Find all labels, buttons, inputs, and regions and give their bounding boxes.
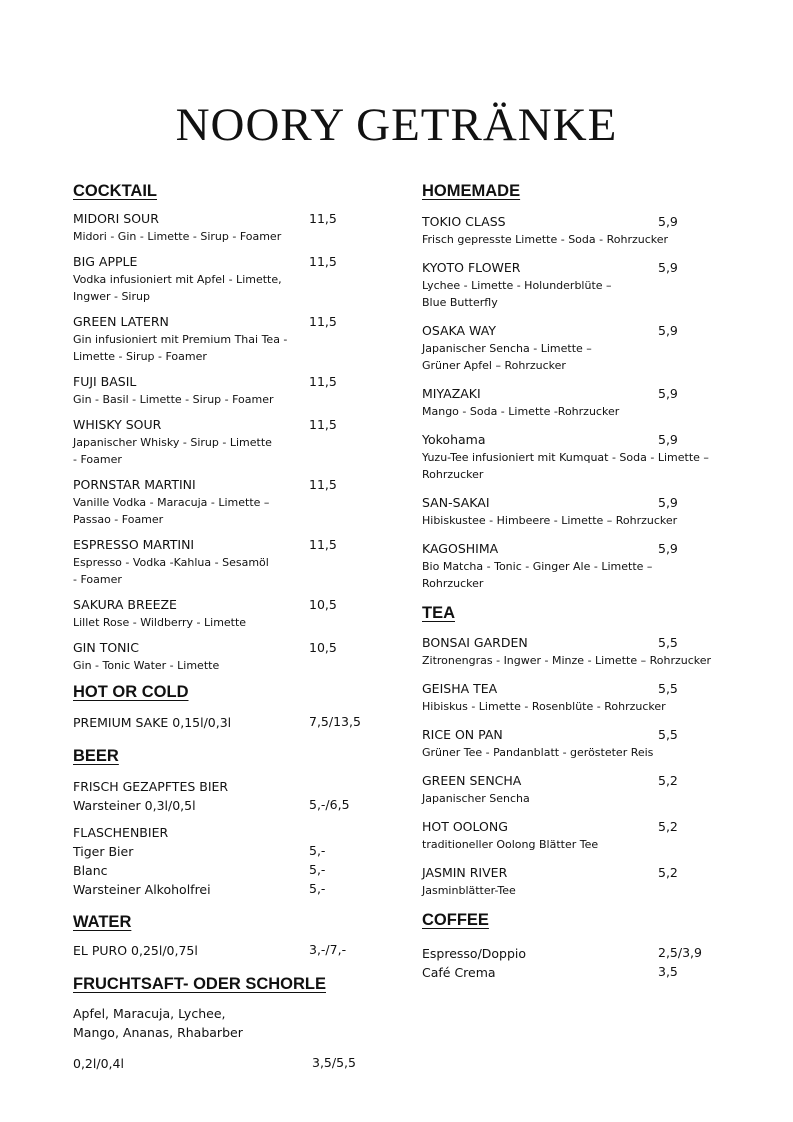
menu-item bbox=[422, 818, 732, 853]
cocktail-list bbox=[73, 210, 373, 674]
item-price: 5,5 bbox=[658, 635, 678, 650]
item-description: Rohrzucker bbox=[422, 577, 484, 590]
item-price: 5,9 bbox=[658, 214, 678, 229]
item-name: Blanc bbox=[73, 863, 108, 878]
item-description: - Foamer bbox=[73, 453, 122, 466]
menu-item bbox=[422, 634, 732, 669]
item-price: 5,2 bbox=[658, 773, 678, 788]
section-heading-homemade: HOMEMADE bbox=[422, 182, 521, 200]
item-price: 5,9 bbox=[658, 386, 678, 401]
price-row bbox=[422, 944, 732, 963]
item-description: Grüner Apfel – Rohrzucker bbox=[422, 359, 566, 372]
item-description: Hibiskus - Limette - Rosenblüte - Rohrzucker bbox=[422, 700, 666, 713]
section-heading-tea: TEA bbox=[422, 604, 455, 622]
item-description: Hibiskustee - Himbeere - Limette – Rohrzucker bbox=[422, 514, 678, 527]
section-heading-water: WATER bbox=[73, 913, 132, 931]
item-name: GEISHA TEA bbox=[422, 681, 498, 696]
menu-item bbox=[73, 253, 373, 305]
menu-item bbox=[422, 540, 732, 592]
item-name: GREEN SENCHA bbox=[422, 773, 522, 788]
item-description: Passao - Foamer bbox=[73, 513, 164, 526]
beer-group-bottle-title: FLASCHENBIER bbox=[73, 825, 169, 840]
juice-price: 3,5/5,5 bbox=[312, 1055, 356, 1070]
item-name: Café Crema bbox=[422, 965, 496, 980]
menu-item bbox=[422, 726, 732, 761]
menu-item bbox=[73, 210, 373, 245]
item-name: Tiger Bier bbox=[73, 844, 134, 859]
item-price: 7,5/13,5 bbox=[309, 714, 361, 729]
item-price: 5,- bbox=[309, 862, 326, 877]
item-name: BONSAI GARDEN bbox=[422, 635, 528, 650]
water-list bbox=[73, 941, 373, 960]
item-price: 11,5 bbox=[309, 477, 337, 492]
item-name: JASMIN RIVER bbox=[422, 865, 508, 880]
item-name: Warsteiner 0,3l/0,5l bbox=[73, 798, 196, 813]
menu-item bbox=[73, 476, 373, 528]
section-heading-coffee: COFFEE bbox=[422, 911, 489, 929]
tea-list bbox=[422, 634, 732, 899]
item-description: Vodka infusioniert mit Apfel - Limette, bbox=[73, 273, 282, 286]
coffee-list bbox=[422, 944, 732, 982]
item-description: Yuzu-Tee infusioniert mit Kumquat - Soda - Limette – bbox=[422, 451, 709, 464]
item-description: Lillet Rose - Wildberry - Limette bbox=[73, 616, 247, 629]
item-description: Japanischer Whisky - Sirup - Limette bbox=[73, 436, 272, 449]
item-description: Zitronengras - Ingwer - Minze - Limette – Rohrzucker bbox=[422, 654, 712, 667]
price-row bbox=[73, 861, 373, 880]
item-description: Grüner Tee - Pandanblatt - gerösteter Reis bbox=[422, 746, 654, 759]
juice-size: 0,2l/0,4l bbox=[73, 1056, 124, 1071]
item-name: SAKURA BREEZE bbox=[73, 597, 177, 612]
homemade-list bbox=[422, 213, 732, 592]
item-name: MIYAZAKI bbox=[422, 386, 481, 401]
item-description: Espresso - Vodka -Kahlua - Sesamöl bbox=[73, 556, 269, 569]
juice-line: Apfel, Maracuja, Lychee, bbox=[73, 1006, 226, 1021]
item-price: 11,5 bbox=[309, 254, 337, 269]
menu-item bbox=[422, 385, 732, 420]
item-name: GREEN LATERN bbox=[73, 314, 169, 329]
price-row bbox=[73, 842, 373, 861]
menu-item bbox=[73, 596, 373, 631]
item-name: FUJI BASIL bbox=[73, 374, 137, 389]
item-price: 11,5 bbox=[309, 211, 337, 226]
item-description: Frisch gepresste Limette - Soda - Rohrzucker bbox=[422, 233, 669, 246]
section-heading-cocktail: COCKTAIL bbox=[73, 182, 158, 200]
item-price: 3,-/7,- bbox=[309, 942, 347, 957]
menu-item bbox=[73, 536, 373, 588]
item-price: 11,5 bbox=[309, 417, 337, 432]
menu-item bbox=[73, 416, 373, 468]
menu-item bbox=[422, 431, 732, 483]
item-description: - Foamer bbox=[73, 573, 122, 586]
item-description: Jasminblätter-Tee bbox=[422, 884, 516, 897]
beer-draft-list bbox=[73, 796, 373, 815]
price-row bbox=[73, 941, 373, 960]
section-heading-hot-or-cold: HOT OR COLD bbox=[73, 683, 189, 701]
menu-item bbox=[422, 259, 732, 311]
item-price: 3,5 bbox=[658, 964, 678, 979]
item-price: 5,- bbox=[309, 881, 326, 896]
item-description: Japanischer Sencha - Limette – bbox=[422, 342, 592, 355]
item-name: KAGOSHIMA bbox=[422, 541, 499, 556]
price-row bbox=[73, 796, 373, 815]
juice-line: Mango, Ananas, Rhabarber bbox=[73, 1025, 243, 1040]
item-description: Gin - Basil - Limette - Sirup - Foamer bbox=[73, 393, 274, 406]
menu-item bbox=[422, 213, 732, 248]
right-column bbox=[422, 181, 732, 982]
item-description: Midori - Gin - Limette - Sirup - Foamer bbox=[73, 230, 282, 243]
item-name: ESPRESSO MARTINI bbox=[73, 537, 195, 552]
item-name: TOKIO CLASS bbox=[422, 214, 506, 229]
item-price: 5,9 bbox=[658, 323, 678, 338]
hot-or-cold-list bbox=[73, 713, 373, 732]
item-price: 5,9 bbox=[658, 495, 678, 510]
item-name: PREMIUM SAKE 0,15l/0,3l bbox=[73, 715, 232, 730]
item-name: SAN-SAKAI bbox=[422, 495, 490, 510]
item-description: Japanischer Sencha bbox=[422, 792, 530, 805]
item-description: Gin - Tonic Water - Limette bbox=[73, 659, 220, 672]
item-name: Espresso/Doppio bbox=[422, 946, 527, 961]
item-name: Yokohama bbox=[422, 432, 486, 447]
item-price: 2,5/3,9 bbox=[658, 945, 702, 960]
item-description: Gin infusioniert mit Premium Thai Tea - bbox=[73, 333, 288, 346]
price-row bbox=[422, 963, 732, 982]
left-column bbox=[73, 181, 373, 1073]
beer-group-draft-title: FRISCH GEZAPFTES BIER bbox=[73, 779, 229, 794]
item-description: traditioneller Oolong Blätter Tee bbox=[422, 838, 599, 851]
section-heading-beer: BEER bbox=[73, 747, 119, 765]
item-price: 10,5 bbox=[309, 597, 337, 612]
item-price: 10,5 bbox=[309, 640, 337, 655]
item-name: Warsteiner Alkoholfrei bbox=[73, 882, 211, 897]
item-price: 5,5 bbox=[658, 727, 678, 742]
item-description: Blue Butterfly bbox=[422, 296, 498, 309]
menu-item bbox=[422, 864, 732, 899]
juice-price-row bbox=[73, 1054, 373, 1073]
item-name: PORNSTAR MARTINI bbox=[73, 477, 196, 492]
item-name: OSAKA WAY bbox=[422, 323, 496, 338]
item-description: Limette - Sirup - Foamer bbox=[73, 350, 207, 363]
price-row bbox=[73, 880, 373, 899]
section-heading-juice: FRUCHTSAFT- ODER SCHORLE bbox=[73, 975, 326, 993]
item-price: 5,-/6,5 bbox=[309, 797, 350, 812]
item-name: HOT OOLONG bbox=[422, 819, 508, 834]
item-name: WHISKY SOUR bbox=[73, 417, 162, 432]
item-name: GIN TONIC bbox=[73, 640, 139, 655]
price-row bbox=[73, 713, 373, 732]
item-description: Vanille Vodka - Maracuja - Limette – bbox=[73, 496, 270, 509]
page-title: NOORY GETRÄNKE bbox=[175, 99, 618, 151]
menu-item bbox=[422, 772, 732, 807]
item-name: KYOTO FLOWER bbox=[422, 260, 521, 275]
beer-bottle-list bbox=[73, 842, 373, 899]
item-price: 11,5 bbox=[309, 537, 337, 552]
item-description: Mango - Soda - Limette -Rohrzucker bbox=[422, 405, 620, 418]
item-price: 5,9 bbox=[658, 541, 678, 556]
item-name: MIDORI SOUR bbox=[73, 211, 159, 226]
item-price: 5,- bbox=[309, 843, 326, 858]
item-price: 5,2 bbox=[658, 865, 678, 880]
menu-item bbox=[73, 373, 373, 408]
item-price: 5,5 bbox=[658, 681, 678, 696]
item-description: Bio Matcha - Tonic - Ginger Ale - Limette – bbox=[422, 560, 653, 573]
item-name: EL PURO 0,25l/0,75l bbox=[73, 943, 198, 958]
item-name: BIG APPLE bbox=[73, 254, 138, 269]
item-price: 11,5 bbox=[309, 374, 337, 389]
menu-item bbox=[422, 494, 732, 529]
item-price: 5,9 bbox=[658, 432, 678, 447]
item-description: Lychee - Limette - Holunderblüte – bbox=[422, 279, 612, 292]
item-description: Rohrzucker bbox=[422, 468, 484, 481]
menu-item bbox=[73, 639, 373, 674]
item-description: Ingwer - Sirup bbox=[73, 290, 150, 303]
menu-item bbox=[422, 322, 732, 374]
item-price: 5,2 bbox=[658, 819, 678, 834]
item-price: 11,5 bbox=[309, 314, 337, 329]
item-name: RICE ON PAN bbox=[422, 727, 503, 742]
menu-item bbox=[73, 313, 373, 365]
juice-description bbox=[73, 1004, 373, 1042]
menu-item bbox=[422, 680, 732, 715]
item-price: 5,9 bbox=[658, 260, 678, 275]
